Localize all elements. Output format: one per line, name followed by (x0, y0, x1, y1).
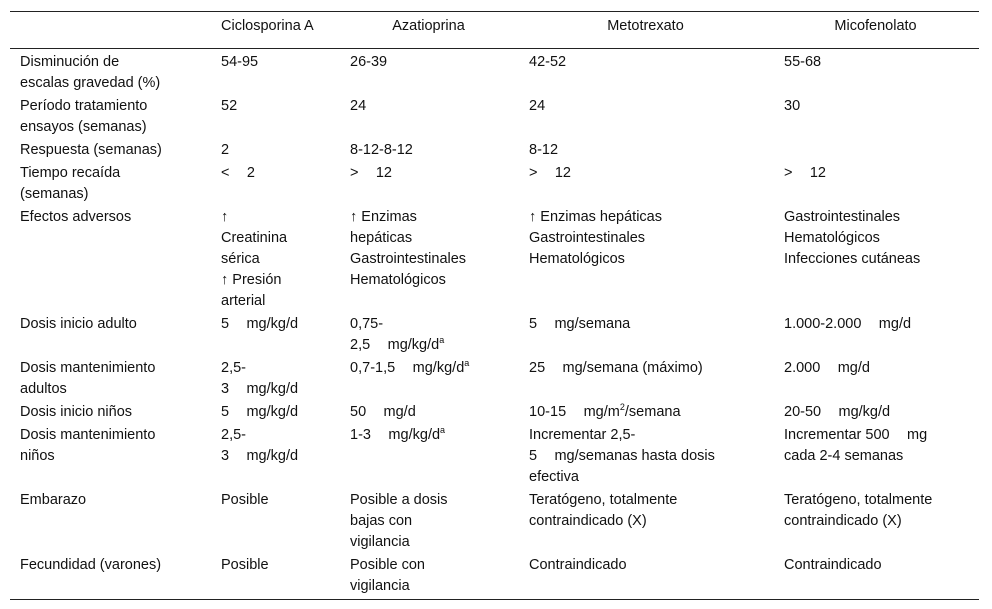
cell-line: arterial (221, 293, 266, 309)
header-ciclosporina: Ciclosporina A (211, 12, 340, 49)
table-row (10, 356, 979, 400)
cell-ciclosporina (211, 356, 340, 400)
drug-comparison-table (10, 11, 979, 600)
cell-azatioprina (340, 49, 519, 95)
cell-micofenolato (774, 312, 979, 356)
table-row (10, 400, 979, 423)
header-metotrexato: Metotrexato (519, 12, 774, 49)
cell-micofenolato (774, 488, 979, 553)
table-row (10, 161, 979, 205)
table-body (10, 49, 979, 600)
cell-azatioprina (340, 205, 519, 312)
cell-line: 5 mg/semanas hasta dosis (529, 448, 715, 464)
cell-line: < 2 (221, 165, 255, 181)
row-label-line: Embarazo (20, 492, 87, 508)
row-label-line: ensayos (semanas) (20, 119, 147, 135)
header-row (10, 12, 979, 49)
row-label (10, 423, 211, 488)
cell-azatioprina (340, 161, 519, 205)
cell-line: Hematológicos (784, 230, 880, 246)
cell-ciclosporina (211, 138, 340, 161)
row-label-line: adultos (20, 381, 67, 397)
row-label (10, 161, 211, 205)
cell-metotrexato (519, 356, 774, 400)
header-cell-empty (10, 12, 211, 49)
cell-line: Creatinina (221, 230, 288, 246)
cell-ciclosporina (211, 94, 340, 138)
row-label-line: Disminución de (20, 54, 120, 70)
cell-line: 24 (529, 98, 546, 114)
cell-azatioprina (340, 400, 519, 423)
cell-line: 8-12 (529, 142, 559, 158)
cell-azatioprina (340, 423, 519, 488)
cell-line: 24 (350, 98, 367, 114)
row-label (10, 356, 211, 400)
cell-line: 5 mg/kg/d (221, 404, 299, 420)
cell-metotrexato (519, 312, 774, 356)
cell-line: Posible a dosis (350, 492, 448, 508)
cell-line: vigilancia (350, 578, 410, 594)
cell-line: > 12 (529, 165, 571, 181)
cell-line: Gastrointestinales (529, 230, 646, 246)
superscript-mark: 2 (619, 402, 625, 412)
cell-micofenolato (774, 205, 979, 312)
cell-line: Contraindicado (784, 557, 882, 573)
row-label-line: Respuesta (semanas) (20, 142, 162, 158)
cell-azatioprina (340, 553, 519, 600)
cell-line: Teratógeno, totalmente (784, 492, 933, 508)
cell-metotrexato (519, 205, 774, 312)
cell-ciclosporina (211, 553, 340, 600)
cell-line: 1-3 $mg/kg/d^a$ (350, 425, 446, 443)
cell-line: Gastrointestinales (784, 209, 901, 225)
cell-azatioprina (340, 138, 519, 161)
cell-line: 8-12-8-12 (350, 142, 413, 158)
cell-line: Hematológicos (350, 272, 446, 288)
cell-line: 2 (221, 142, 230, 158)
row-label-line: Dosis inicio adulto (20, 316, 137, 332)
superscript-mark: a (440, 425, 446, 435)
cell-line: sérica (221, 251, 260, 267)
cell-line: Incrementar 500 mg (784, 427, 928, 443)
cell-line: Hematológicos (529, 251, 625, 267)
table-row (10, 553, 979, 600)
cell-line: 26-39 (350, 54, 388, 70)
table-row (10, 205, 979, 312)
row-label (10, 312, 211, 356)
cell-micofenolato (774, 94, 979, 138)
cell-line: > 12 (350, 165, 392, 181)
row-label-line: (semanas) (20, 186, 89, 202)
cell-line: vigilancia (350, 534, 410, 550)
cell-line: Teratógeno, totalmente (529, 492, 678, 508)
cell-azatioprina (340, 312, 519, 356)
cell-line: Posible con (350, 557, 425, 573)
row-label-line: Período tratamiento (20, 98, 148, 114)
cell-line: Contraindicado (529, 557, 627, 573)
cell-line: 2.000 mg/d (784, 360, 870, 376)
table-row (10, 49, 979, 95)
cell-azatioprina (340, 94, 519, 138)
cell-micofenolato (774, 161, 979, 205)
table-row (10, 138, 979, 161)
row-label (10, 488, 211, 553)
cell-line: 50 mg/d (350, 404, 416, 420)
cell-line: Infecciones cutáneas (784, 251, 921, 267)
row-label-line: Fecundidad (varones) (20, 557, 162, 573)
cell-azatioprina (340, 356, 519, 400)
superscript-mark: a (439, 335, 445, 345)
cell-line: 20-50 mg/kg/d (784, 404, 891, 420)
row-label-line: escalas gravedad (%) (20, 75, 161, 91)
cell-line: 0,75- (350, 316, 384, 332)
cell-line: > 12 (784, 165, 826, 181)
row-label-line: Efectos adversos (20, 209, 132, 225)
cell-ciclosporina (211, 400, 340, 423)
row-label-line: Dosis inicio niños (20, 404, 133, 420)
cell-line: 52 (221, 98, 238, 114)
cell-micofenolato (774, 553, 979, 600)
cell-line: 3 mg/kg/d (221, 448, 299, 464)
cell-line: 3 mg/kg/d (221, 381, 299, 397)
cell-line: 0,7-1,5 $mg/kg/d^a$ (350, 358, 470, 376)
cell-ciclosporina (211, 488, 340, 553)
cell-ciclosporina (211, 49, 340, 95)
cell-metotrexato (519, 138, 774, 161)
cell-line: 30 (784, 98, 801, 114)
row-label-line: niños (20, 448, 55, 464)
row-label (10, 400, 211, 423)
row-label (10, 138, 211, 161)
cell-line: 1.000-2.000 mg/d (784, 316, 912, 332)
cell-line: 2,5- (221, 360, 246, 376)
cell-metotrexato (519, 49, 774, 95)
cell-line: bajas con (350, 513, 413, 529)
cell-line: 54-95 (221, 54, 259, 70)
row-label-line: Dosis mantenimiento (20, 427, 156, 443)
cell-line: 10-15 $mg/m^2$/semana (529, 402, 681, 420)
superscript-mark: a (464, 358, 470, 368)
cell-metotrexato (519, 400, 774, 423)
cell-line: contraindicado (X) (529, 513, 647, 529)
row-label-line: Tiempo recaída (20, 165, 121, 181)
table-row (10, 423, 979, 488)
cell-line: contraindicado (X) (784, 513, 902, 529)
cell-ciclosporina (211, 161, 340, 205)
cell-line: Posible (221, 557, 269, 573)
cell-metotrexato (519, 161, 774, 205)
cell-micofenolato (774, 138, 979, 161)
cell-line: 5 mg/semana (529, 316, 631, 332)
table-row (10, 312, 979, 356)
cell-azatioprina (340, 488, 519, 553)
cell-line: ↑ Enzimas (350, 209, 417, 225)
cell-line: ↑ Presión (221, 272, 282, 288)
cell-metotrexato (519, 553, 774, 600)
cell-metotrexato (519, 423, 774, 488)
cell-micofenolato (774, 423, 979, 488)
cell-line: efectiva (529, 469, 579, 485)
row-label (10, 553, 211, 600)
cell-line: ↑ Enzimas hepáticas (529, 209, 662, 225)
cell-ciclosporina (211, 423, 340, 488)
header-micofenolato: Micofenolato (774, 12, 979, 49)
cell-line: hepáticas (350, 230, 413, 246)
row-label (10, 49, 211, 95)
cell-line: 5 mg/kg/d (221, 316, 299, 332)
cell-ciclosporina (211, 205, 340, 312)
cell-metotrexato (519, 94, 774, 138)
table-row (10, 94, 979, 138)
header-azatioprina: Azatioprina (340, 12, 519, 49)
cell-line: ↑ (221, 209, 229, 225)
cell-line: cada 2-4 semanas (784, 448, 904, 464)
cell-micofenolato (774, 49, 979, 95)
cell-line: 2,5 $mg/kg/d^a$ (350, 335, 445, 353)
cell-line: Posible (221, 492, 269, 508)
cell-line: Incrementar 2,5- (529, 427, 636, 443)
row-label (10, 94, 211, 138)
cell-line: 25 mg/semana (máximo) (529, 360, 703, 376)
row-label-line: Dosis mantenimiento (20, 360, 156, 376)
cell-micofenolato (774, 356, 979, 400)
table-row (10, 488, 979, 553)
cell-line: 2,5- (221, 427, 246, 443)
cell-ciclosporina (211, 312, 340, 356)
cell-line: 42-52 (529, 54, 567, 70)
cell-line: 55-68 (784, 54, 822, 70)
row-label (10, 205, 211, 312)
cell-micofenolato (774, 400, 979, 423)
cell-line: Gastrointestinales (350, 251, 467, 267)
cell-metotrexato (519, 488, 774, 553)
